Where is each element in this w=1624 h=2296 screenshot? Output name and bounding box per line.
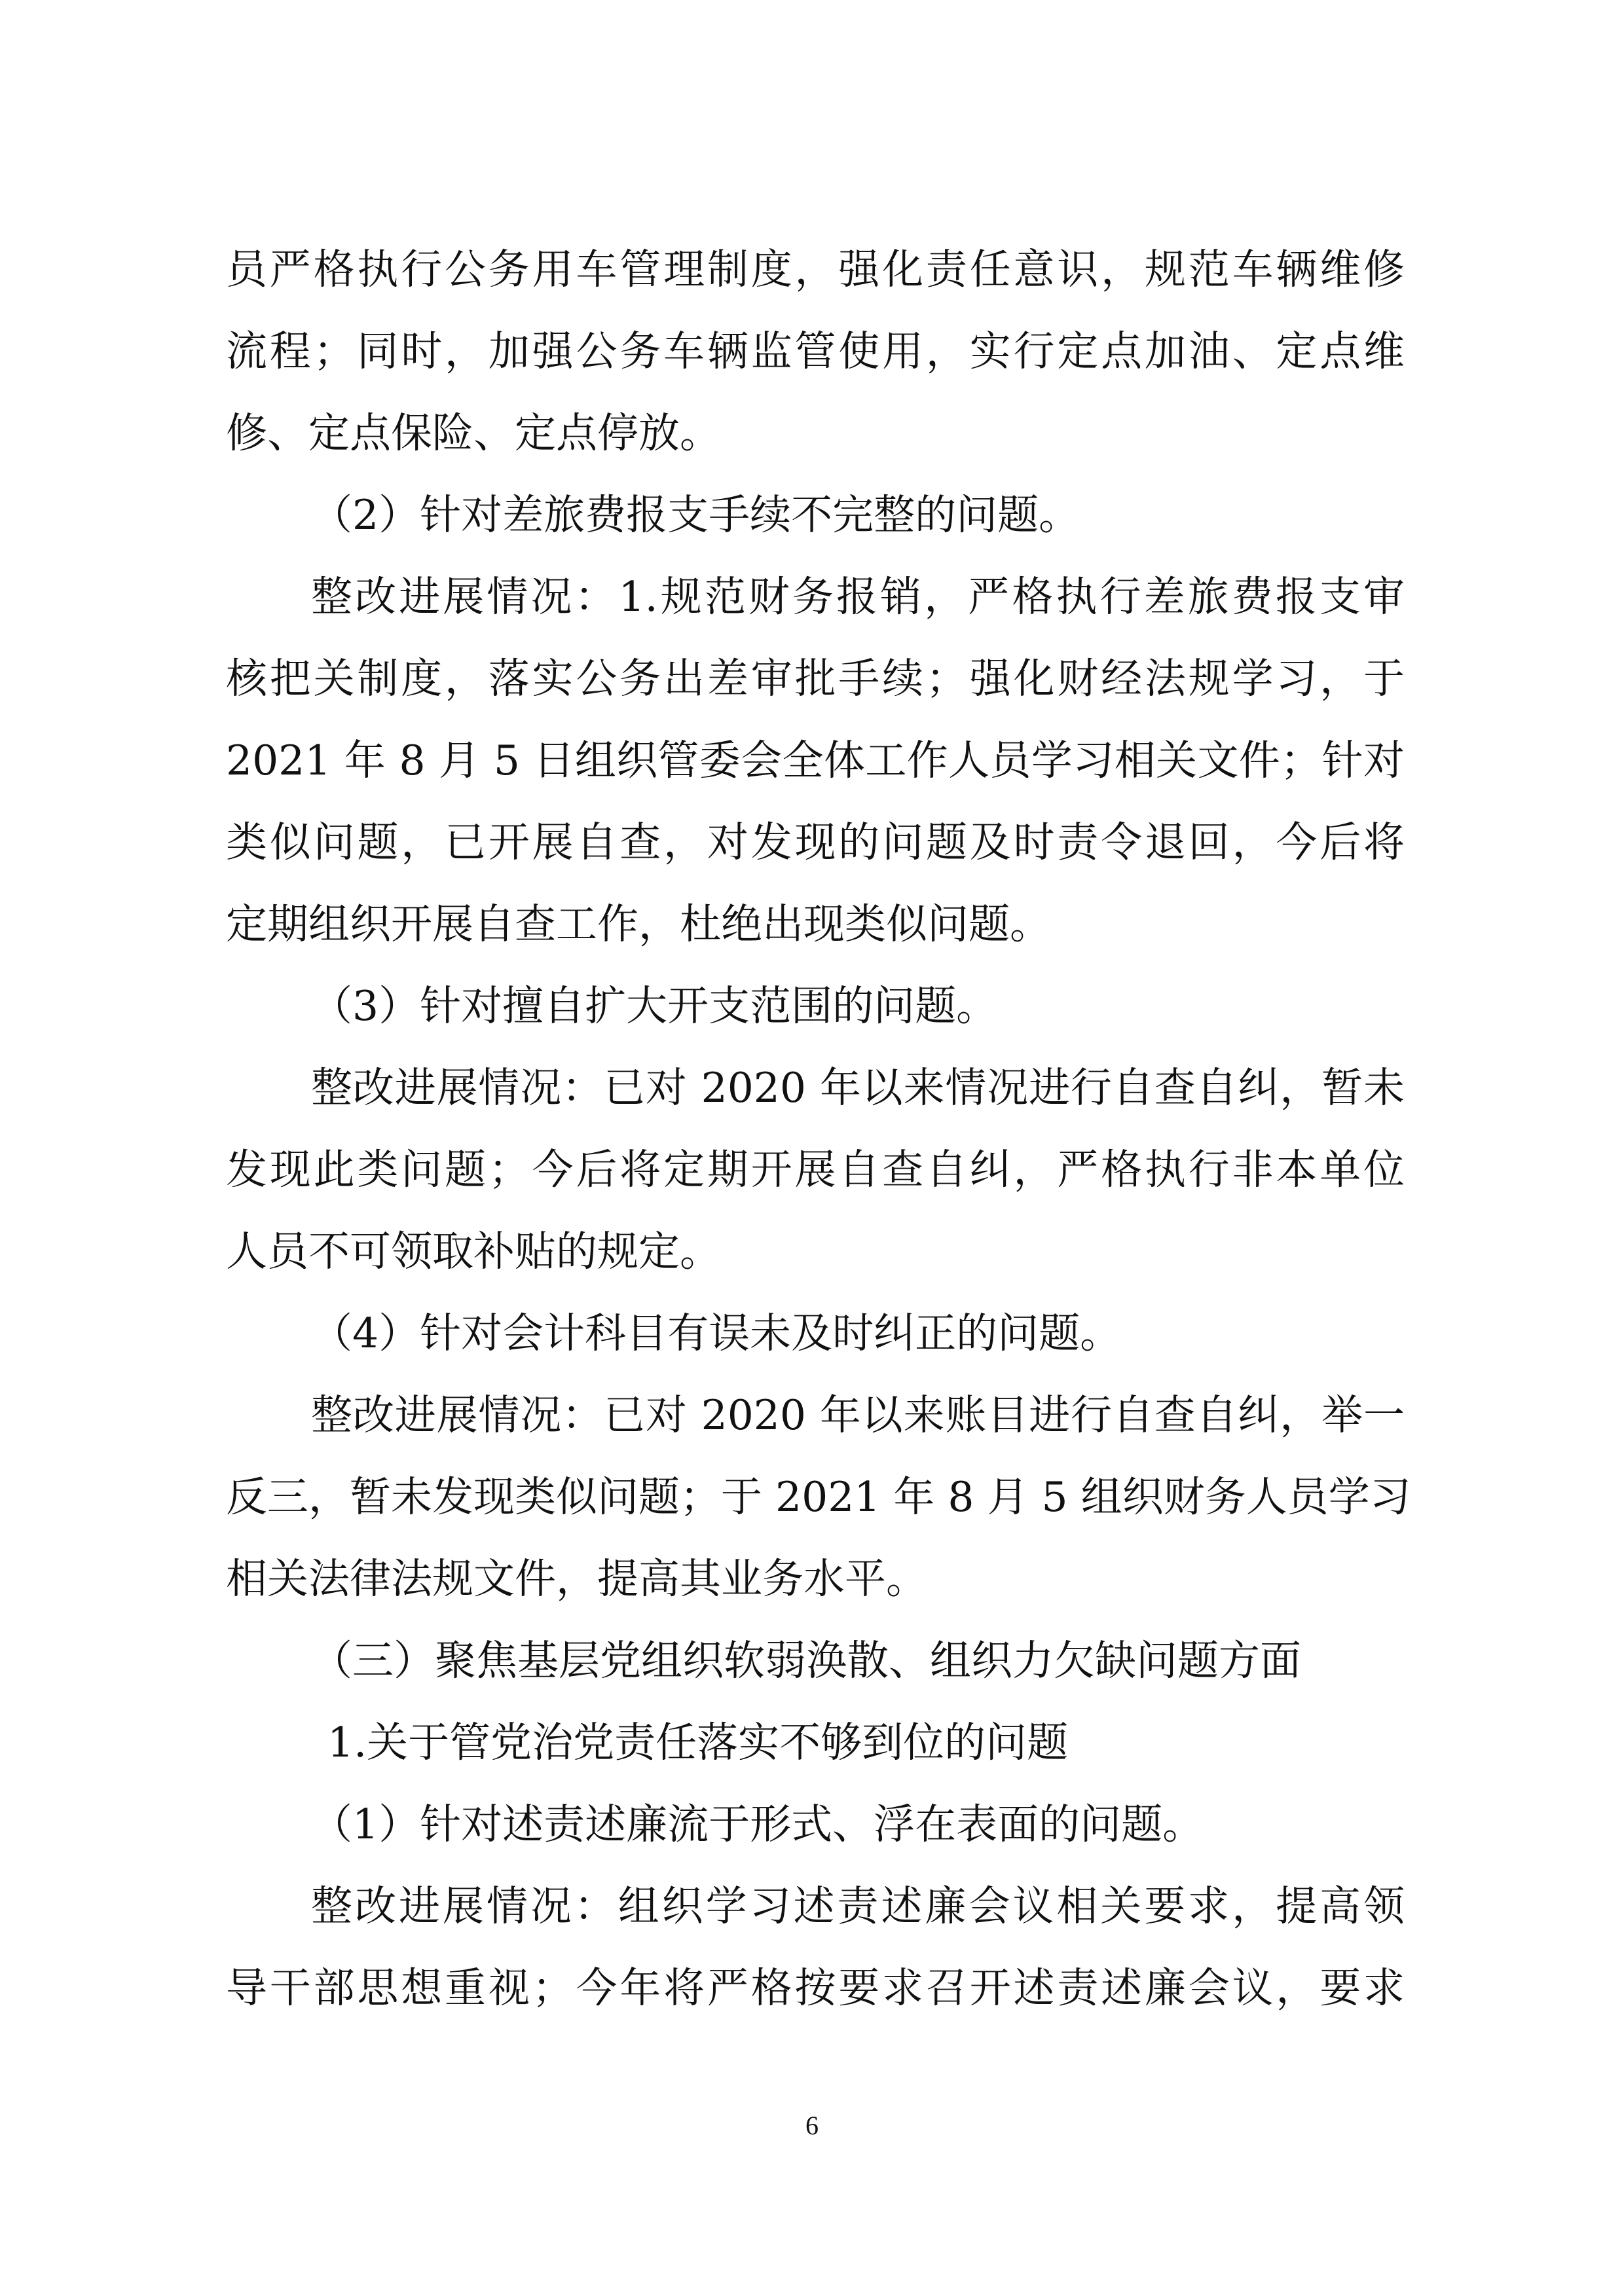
paragraph-line: 修、定点保险、定点停放。 bbox=[226, 409, 721, 457]
paragraph-line: 定期组织开展自查工作，杜绝出现类似问题。 bbox=[226, 900, 1051, 948]
paragraph-line: 反三，暂未发现类似问题；于 2021 年 8 月 5 组织财务人员学习 bbox=[226, 1473, 1411, 1521]
page-number: 6 bbox=[805, 2111, 819, 2140]
paragraph-line: 整改进展情况：已对 2020 年以来账目进行自查自纠，举一 bbox=[311, 1391, 1405, 1439]
paragraph-line: 相关法律法规文件，提高其业务水平。 bbox=[226, 1555, 927, 1603]
section-heading: （三）聚焦基层党组织软弱涣散、组织力欠缺问题方面 bbox=[311, 1637, 1301, 1685]
paragraph-line: 员严格执行公务用车管理制度，强化责任意识，规范车辆维修 bbox=[226, 246, 1405, 293]
paragraph-line: 流程；同时，加强公务车辆监管使用，实行定点加油、定点维 bbox=[226, 327, 1405, 375]
paragraph-line: 导干部思想重视；今年将严格按要求召开述责述廉会议，要求 bbox=[226, 1964, 1405, 2012]
item-heading: （2）针对差旅费报支手续不完整的问题。 bbox=[311, 491, 1080, 539]
paragraph-line: 整改进展情况：1.规范财务报销，严格执行差旅费报支审 bbox=[311, 573, 1405, 621]
paragraph-line: 类似问题，已开展自查，对发现的问题及时责令退回，今后将 bbox=[226, 818, 1405, 866]
subsection-heading: 1.关于管党治党责任落实不够到位的问题 bbox=[327, 1719, 1069, 1766]
paragraph-line: 2021 年 8 月 5 日组织管委会全体工作人员学习相关文件；针对 bbox=[226, 737, 1405, 784]
paragraph-line: 整改进展情况：组织学习述责述廉会议相关要求，提高领 bbox=[311, 1882, 1405, 1930]
item-heading: （3）针对擅自扩大开支范围的问题。 bbox=[311, 982, 998, 1030]
paragraph-line: 整改进展情况：已对 2020 年以来情况进行自查自纠，暂未 bbox=[311, 1064, 1405, 1112]
item-heading: （4）针对会计科目有误未及时纠正的问题。 bbox=[311, 1309, 1122, 1357]
paragraph-line: 发现此类问题；今后将定期开展自查自纠，严格执行非本单位 bbox=[226, 1146, 1405, 1194]
item-heading: （1）针对述责述廉流于形式、浮在表面的问题。 bbox=[311, 1800, 1204, 1848]
paragraph-line: 人员不可领取补贴的规定。 bbox=[226, 1228, 721, 1275]
paragraph-line: 核把关制度，落实公务出差审批手续；强化财经法规学习，于 bbox=[226, 655, 1405, 702]
